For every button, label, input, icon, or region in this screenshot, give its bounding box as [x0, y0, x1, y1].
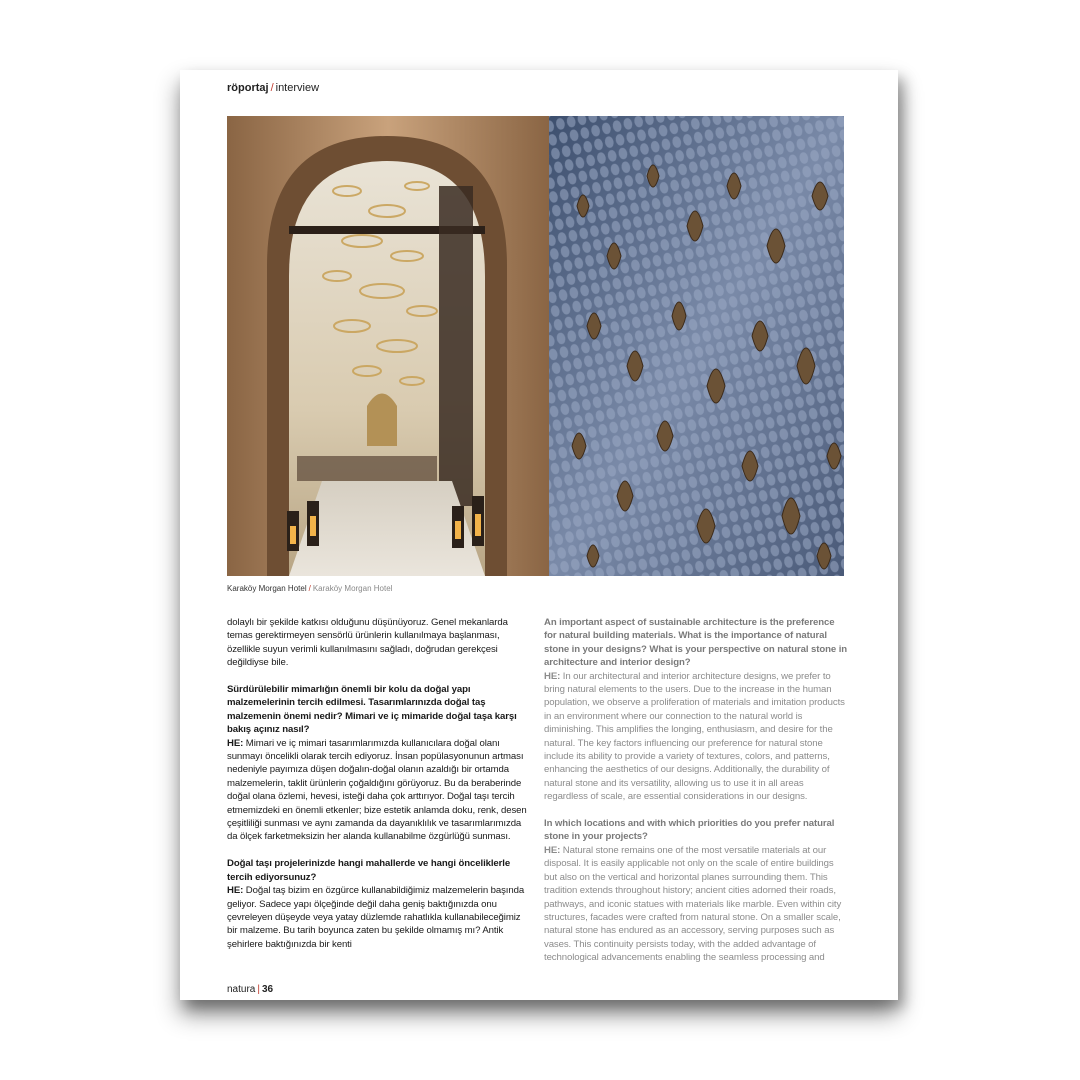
tr-question-1: Sürdürülebilir mimarlığın önemli bir kolu da doğal yapı malzemelerinin tercih edilmesi. Tasarımlarınızda doğal taş malzemenin önemi nedir? Mimari ve iç mimaride doğal taşa karşı bakış açınız nasıl?	[227, 684, 517, 736]
tr-answer-1: Mimari ve iç mimari tasarımlarımızda kullanıcılara doğal olanı sunmayı öncelikli olarak tercih ediyoruz. İnsan popülasyonunun artması nedeniyle payımıza düşen doğalın-doğal olanın azaldığı bir ortamda malzemelerin, taklit ürünlerin çoğaldığını görüyoruz. Bu da beraberinde doğal olana özlemi, hevesi, isteği daha çok arttırıyor. Doğal taşı tercih etmemizdeki en önemli etkenler; bize estetik anlamda doku, renk, desen çeşitliliği sunması ve aynı zamanda da dayanıklılık ve tasarımlarımızda da ölçek farketmeksizin her alanda kullanabilme özgürlüğü sunması.	[227, 737, 527, 843]
page-footer	[227, 984, 273, 995]
turkish-column	[227, 616, 527, 965]
caption-en: Karaköy Morgan Hotel	[312, 584, 393, 593]
en-answer-2: Natural stone remains one of the most versatile materials at our disposal. It is easily applicable not only on the scale of entire buildings but also on the vertical and horizontal planes surrounding them. This tradition extends throughout history; ancient cities adorned their roads, pathways, and iconic statues with materials like marble. Even within city structures, facades were crafted from natural stone. On a smaller scale, natural stone has endured as an accessory, serving purposes such as vases. This continuity persists today, with the added advantage of technological advancements enabling the seamless processing and	[544, 844, 842, 964]
fish-wall-scene	[549, 116, 844, 576]
en-qa-1	[544, 616, 849, 804]
tr-answer-2: Doğal taş bizim en özgürce kullanabildiğimiz malzemelerin başında geliyor. Sadece yapı ölçeğinde değil daha geniş baktığınızda onu çevreleyen düşeyde veya yatay düzlemde rahatlıkla kullanabileceğimiz bir malzeme. Bu tarih boyunca zaten bu şekilde olmamış mı? Antik şehirlere baktığınızda bir kenti	[227, 885, 525, 950]
en-question-2: In which locations and with which priorities do you prefer natural stone in your projects?	[544, 818, 835, 843]
tr-answer-1-label: HE:	[227, 737, 244, 749]
caption-tr: Karaköy Morgan Hotel	[227, 584, 307, 593]
en-qa-2	[544, 817, 849, 964]
footer-separator: |	[257, 984, 260, 995]
en-answer-2-label: HE:	[544, 844, 561, 856]
corridor-scene	[227, 116, 549, 576]
en-answer-1-label: HE:	[544, 670, 561, 682]
caption-separator: /	[308, 584, 311, 593]
tr-qa-2	[227, 857, 527, 951]
section-label-en: interview	[275, 82, 320, 94]
tr-question-2: Doğal taşı projelerinizde hangi mahallerde ve hangi önceliklerle tercih ediyorsunuz?	[227, 858, 511, 883]
photo-caption	[227, 584, 392, 593]
section-header	[227, 82, 319, 94]
tr-answer-2-label: HE:	[227, 885, 244, 897]
hotel-photo	[227, 116, 844, 576]
en-question-1: An important aspect of sustainable architecture is the preference for natural building materials. What is the importance of natural stone in your designs? What is your perspective on natural stone in architecture and interior design?	[544, 617, 848, 669]
tr-paragraph-intro: dolaylı bir şekilde katkısı olduğunu düşünüyoruz. Genel mekanlarda temas gerektirmeyen sensörlü ürünlerin kullanılmaya başlanması, özellikle suyun verimli kullanılmasını sağladı, doğrudan gerekçesi değildiyse bile.	[227, 617, 508, 669]
section-label-tr: röportaj	[227, 82, 269, 94]
magazine-name: natura	[227, 984, 256, 995]
page-number: 36	[261, 984, 274, 995]
magazine-page	[180, 70, 898, 1000]
english-column	[544, 616, 849, 978]
section-separator: /	[270, 82, 274, 94]
tr-qa-1	[227, 683, 527, 844]
en-answer-1: In our architectural and interior architecture designs, we prefer to bring natural elements to the users. Due to the increase in the human population, we observe a proliferation of materials and imitation products in an environment where our connection to the natural world is diminishing. This amplifies the longing, enthusiasm, and desire for the natural. The key factors influencing our preference for natural stone include its ability to provide a variety of textures, colors, and patterns, enhancing the aesthetics of our designs. Additionally, the durability of natural stone and its versatility, allowing us to use it in all areas regardless of scale, are essential considerations in our designs.	[544, 670, 845, 803]
